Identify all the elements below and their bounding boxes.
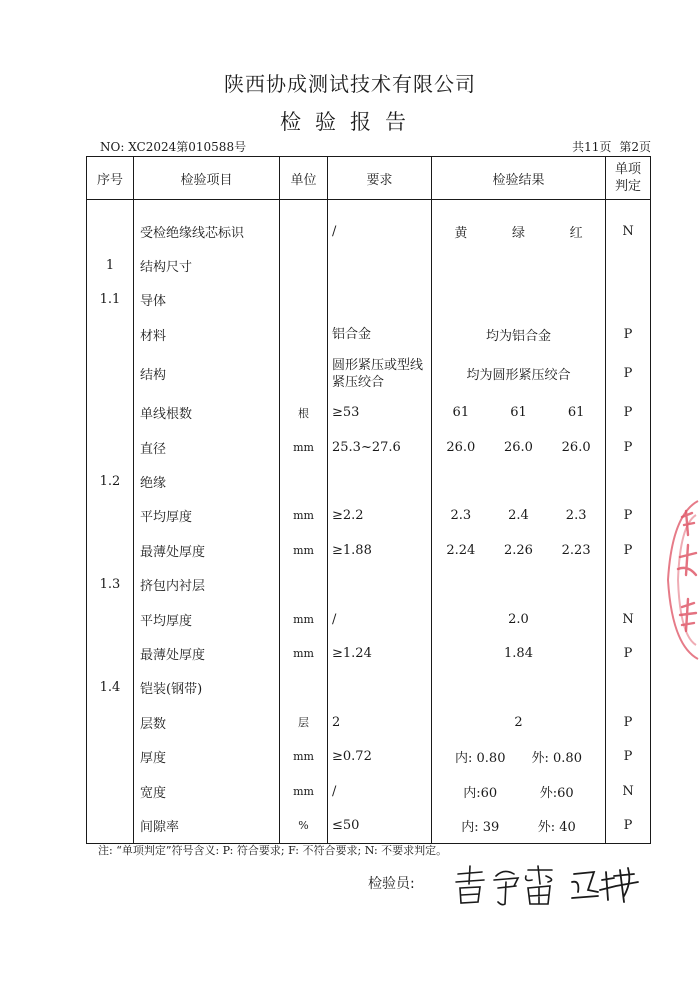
row-seq: [87, 602, 134, 636]
row-unit: [280, 214, 328, 248]
table-row: [87, 705, 651, 739]
row-judgement: P: [623, 326, 633, 342]
result-values: [432, 747, 605, 766]
row-requirement: 铝合金: [328, 317, 432, 351]
result-values: [432, 405, 605, 420]
row-item: 层数: [134, 705, 280, 739]
row-result: [432, 248, 606, 282]
result-value: 均为圆形紧压绞合: [466, 368, 571, 384]
inspector-label: 检验员:: [368, 876, 415, 892]
row-judgement: [606, 464, 651, 498]
result-value: 2.24: [446, 542, 476, 558]
row-result: [432, 430, 606, 464]
result-value: 红: [569, 225, 583, 241]
result-value: 2: [514, 714, 523, 730]
company-stamp: [662, 495, 700, 665]
row-result: [432, 705, 606, 739]
row-seq: [87, 533, 134, 567]
row-item: 间隙率: [134, 808, 280, 843]
header-item: 检验项目: [134, 157, 280, 200]
result-values: [432, 782, 605, 801]
row-seq: [87, 317, 134, 351]
result-value: 2.4: [508, 508, 529, 524]
row-seq: [87, 499, 134, 533]
report-number-label: NO:: [100, 140, 125, 154]
row-result: [432, 352, 606, 396]
row-result: [432, 636, 606, 670]
result-value: 2.0: [508, 611, 529, 627]
result-value: 内:60: [463, 785, 498, 801]
row-item: 厚度: [134, 739, 280, 773]
result-value: 外: 40: [537, 819, 576, 835]
result-value: 61: [510, 405, 527, 421]
row-requirement: [328, 248, 432, 282]
row-item: 单线根数: [134, 396, 280, 430]
result-values: [432, 816, 605, 835]
row-unit: mm: [280, 636, 328, 670]
result-value: 内: 0.80: [455, 751, 506, 767]
row-result: [432, 671, 606, 705]
row-judgement: P: [623, 542, 633, 558]
result-value: 61: [452, 405, 470, 421]
header-seq: 序号: [87, 157, 134, 200]
total-pages: 共11页: [572, 140, 612, 154]
row-requirement: ≥1.24: [328, 636, 432, 670]
row-seq: [87, 739, 134, 773]
result-value: 2.26: [504, 542, 533, 558]
row-unit: [280, 248, 328, 282]
row-item: 挤包内衬层: [134, 568, 280, 602]
table-row: [87, 739, 651, 773]
row-requirement: ≥2.2: [328, 499, 432, 533]
row-unit: %: [280, 808, 328, 843]
table-row: [87, 774, 651, 808]
page-info: [564, 138, 651, 155]
result-values: [432, 222, 605, 241]
table-row: [87, 602, 651, 636]
row-item: 最薄处厚度: [134, 533, 280, 567]
header-judgement: 单项 判定: [606, 157, 651, 200]
result-value: 2.3: [450, 508, 472, 524]
result-value: 26.0: [561, 439, 591, 455]
row-requirement: 2: [328, 705, 432, 739]
row-result: [432, 808, 606, 843]
table-row: [87, 430, 651, 464]
row-requirement: 25.3~27.6: [328, 430, 432, 464]
row-judgement: P: [623, 366, 633, 382]
table-row: [87, 808, 651, 843]
row-item: 平均厚度: [134, 499, 280, 533]
row-item: 导体: [134, 283, 280, 317]
row-judgement: P: [623, 405, 633, 421]
row-judgement: N: [622, 611, 634, 627]
row-item: 结构尺寸: [134, 248, 280, 282]
row-unit: [280, 317, 328, 351]
row-result: [432, 499, 606, 533]
result-value: 外: 0.80: [531, 751, 582, 767]
row-seq: [87, 636, 134, 670]
result-value: 绿: [511, 225, 525, 241]
table-row: [87, 464, 651, 498]
row-unit: [280, 671, 328, 705]
row-item: 铠装(钢带): [134, 671, 280, 705]
result-values: [432, 508, 605, 523]
table-row: [87, 533, 651, 567]
table-body: [87, 200, 651, 844]
report-title: 检验报告: [280, 110, 420, 134]
header-unit: 单位: [280, 157, 328, 200]
row-result: [432, 396, 606, 430]
row-item: 直径: [134, 430, 280, 464]
table-row: [87, 352, 651, 396]
row-seq: [87, 396, 134, 430]
result-values: [432, 364, 605, 383]
row-item: 结构: [134, 352, 280, 396]
row-unit: mm: [280, 430, 328, 464]
row-result: [432, 602, 606, 636]
company-name: 陕西协成测试技术有限公司: [224, 72, 476, 96]
row-seq: [87, 214, 134, 248]
current-page: 第2页: [619, 140, 651, 154]
row-unit: 根: [280, 396, 328, 430]
row-requirement: ≥1.88: [328, 533, 432, 567]
table-row: [87, 396, 651, 430]
row-requirement: [328, 464, 432, 498]
row-seq: 1: [87, 248, 134, 282]
row-requirement: /: [328, 602, 432, 636]
result-values: [432, 715, 605, 730]
row-judgement: P: [623, 439, 633, 455]
row-seq: 1.2: [87, 464, 134, 498]
table-row: [87, 248, 651, 282]
row-result: [432, 283, 606, 317]
row-unit: [280, 352, 328, 396]
row-unit: [280, 568, 328, 602]
row-requirement: [328, 671, 432, 705]
result-value: 1.84: [504, 645, 533, 661]
row-result: [432, 739, 606, 773]
result-values: [432, 325, 605, 344]
row-seq: [87, 808, 134, 843]
table-row: [87, 671, 651, 705]
table-row: [87, 568, 651, 602]
signature-cao-yulei: [456, 866, 552, 905]
table-row: [87, 283, 651, 317]
table-row: [87, 499, 651, 533]
signature-ma-feng: [572, 868, 638, 902]
row-judgement: [606, 248, 651, 282]
header-requirement: 要求: [328, 157, 432, 200]
row-requirement: /: [328, 774, 432, 808]
row-result: [432, 568, 606, 602]
row-judgement: [606, 283, 651, 317]
row-judgement: P: [623, 645, 633, 661]
row-result: [432, 464, 606, 498]
row-requirement: [328, 283, 432, 317]
result-value: 26.0: [446, 439, 476, 455]
header-result: 检验结果: [432, 157, 606, 200]
row-seq: [87, 774, 134, 808]
result-values: [432, 440, 605, 455]
row-item: 平均厚度: [134, 602, 280, 636]
result-value: 黄: [454, 225, 468, 241]
row-item: 受检绝缘线芯标识: [134, 214, 280, 248]
table-row: [87, 317, 651, 351]
row-seq: 1.1: [87, 283, 134, 317]
row-result: [432, 214, 606, 248]
row-seq: [87, 705, 134, 739]
inspection-table: [86, 156, 651, 844]
row-judgement: P: [623, 508, 633, 524]
row-result: [432, 533, 606, 567]
report-number-value: XC2024第010588号: [128, 140, 247, 154]
result-value: 26.0: [504, 439, 533, 455]
result-value: 均为铝合金: [485, 328, 551, 344]
row-judgement: [606, 671, 651, 705]
row-requirement: 圆形紧压或型线紧压绞合: [328, 352, 432, 396]
row-unit: mm: [280, 774, 328, 808]
row-item: 绝缘: [134, 464, 280, 498]
row-seq: 1.4: [87, 671, 134, 705]
table-header-row: [87, 157, 651, 200]
row-unit: mm: [280, 533, 328, 567]
result-values: [432, 612, 605, 627]
row-judgement: [606, 568, 651, 602]
row-requirement: [328, 568, 432, 602]
row-item: 材料: [134, 317, 280, 351]
row-requirement: ≤50: [328, 808, 432, 843]
row-seq: 1.3: [87, 568, 134, 602]
row-unit: 层: [280, 705, 328, 739]
row-unit: [280, 283, 328, 317]
row-judgement: P: [623, 749, 633, 765]
row-result: [432, 774, 606, 808]
table-row: [87, 214, 651, 248]
row-seq: [87, 352, 134, 396]
result-value: 61: [567, 405, 585, 421]
row-unit: mm: [280, 499, 328, 533]
row-result: [432, 317, 606, 351]
row-requirement: /: [328, 214, 432, 248]
result-value: 外:60: [539, 785, 574, 801]
row-item: 最薄处厚度: [134, 636, 280, 670]
report-number: [100, 138, 246, 155]
result-value: 2.23: [561, 542, 591, 558]
row-judgement: P: [623, 817, 633, 833]
result-value: 内: 39: [461, 819, 500, 835]
row-item: 宽度: [134, 774, 280, 808]
row-unit: [280, 464, 328, 498]
table-spacer-row: [87, 200, 651, 215]
row-judgement: N: [622, 783, 634, 799]
result-values: [432, 543, 605, 558]
result-value: 2.3: [565, 508, 587, 524]
inspector-signatures: [448, 862, 648, 908]
row-seq: [87, 430, 134, 464]
result-values: [432, 646, 605, 661]
row-requirement: ≥0.72: [328, 739, 432, 773]
row-unit: mm: [280, 739, 328, 773]
row-judgement: P: [623, 714, 633, 730]
row-judgement: N: [622, 223, 634, 239]
row-unit: mm: [280, 602, 328, 636]
table-row: [87, 636, 651, 670]
symbol-note: 注: “单项判定”符号含义: P: 符合要求; F: 不符合要求; N: 不要求判定。: [98, 844, 448, 857]
row-requirement: ≥53: [328, 396, 432, 430]
